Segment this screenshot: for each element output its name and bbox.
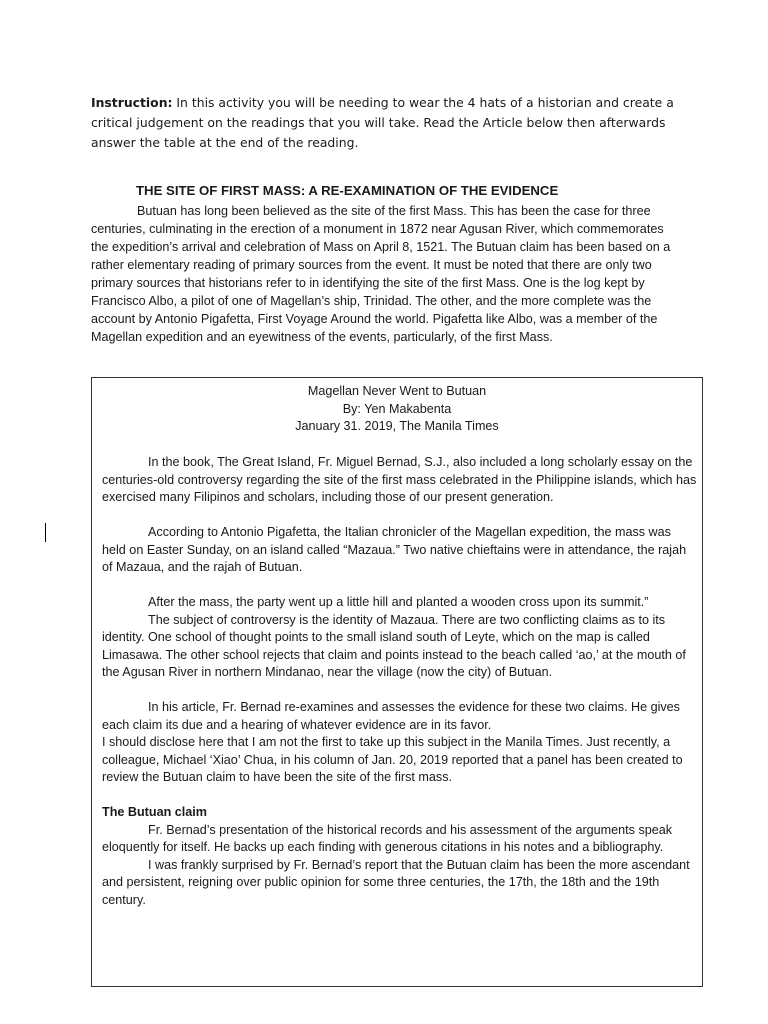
- text-cursor: [45, 523, 46, 542]
- box-paragraph-7: Fr. Bernad’s presentation of the historical records and his assessment of the arguments speak eloquently for itself. He backs up each finding with generous citations in his notes and a bibliography.: [102, 822, 673, 854]
- box-paragraph-3: After the mass, the party went up a little hill and planted a wooden cross upon its summit.”: [148, 595, 649, 609]
- box-paragraph-1: In the book, The Great Island, Fr. Miguel Bernad, S.J., also included a long scholarly essay on the centuries-old controversy regarding the site of the first mass celebrated in the Philippine islands, which has exercised many Filipinos and scholars, including those of our present generation.: [102, 455, 697, 504]
- article-intro-text: Butuan has long been believed as the site of the first Mass. This has been the case for three centuries, culminating in the erection of a monument in 1872 near Agusan River, which commemorates the expedition’s arrival and celebration of Mass on April 8, 1521. The Butuan claim has been based on a rather elementary reading of primary sources from the event. It must be noted that there are only two primary sources that historians refer to in identifying the site of the first Mass. One is the log kept by Francisco Albo, a pilot of one of Magellan’s ship, Trinidad. The other, and the more complete was the account by Antonio Pigafetta, First Voyage Around the world. Pigafetta like Albo, was a member of the Magellan expedition and an eyewitness of the events, particularly, of the first Mass.: [91, 204, 671, 344]
- box-dateline: January 31. 2019, The Manila Times: [295, 419, 499, 433]
- article-intro: [91, 202, 671, 346]
- box-paragraph-5: In his article, Fr. Bernad re-examines and assesses the evidence for these two claims. He gives each claim its due and a hearing of whatever evidence are in its favor.: [102, 700, 680, 732]
- box-subheading: The Butuan claim: [102, 805, 207, 819]
- box-paragraph-6: I should disclose here that I am not the first to take up this subject in the Manila Times. Just recently, a colleague, Michael ‘Xiao’ Chua, in his column of Jan. 20, 2019 reported that a panel has been created to review the Butuan claim to have been the site of the first mass.: [102, 735, 683, 784]
- box-paragraph-2: According to Antonio Pigafetta, the Italian chronicler of the Magellan expedition, the mass was held on Easter Sunday, on an island called “Mazaua.” Two native chieftains were in attendance, the rajah of Mazaua, and the rajah of Butuan.: [102, 525, 687, 574]
- box-byline: By: Yen Makabenta: [342, 401, 452, 416]
- instruction-paragraph: [91, 93, 681, 153]
- box-paragraph-4: The subject of controversy is the identity of Mazaua. There are two conflicting claims as to its identity. One school of thought points to the small island south of Leyte, which on the map is called Limasawa. The other school rejects that claim and points instead to the beach called ‘ao,’ at the mouth of the Agusan River in northern Mindanao, near the village (now the city) of Butuan.: [102, 612, 686, 679]
- box-body: [102, 454, 698, 909]
- box-headline: Magellan Never Went to Butuan: [307, 384, 487, 398]
- instruction-text: In this activity you will be needing to wear the 4 hats of a historian and create a critical judgement on the readings that you will take. Read the Article below then afterwards answer the table at the end of the reading.: [91, 95, 674, 150]
- box-paragraph-8: I was frankly surprised by Fr. Bernad’s report that the Butuan claim has been the more ascendant and persistent, reigning over public opinion for some three centuries, the 17th, the 18th and the 19th century.: [102, 857, 690, 907]
- article-title: THE SITE OF FIRST MASS: A RE-EXAMINATION OF THE EVIDENCE: [136, 183, 559, 198]
- box-header: [92, 383, 702, 436]
- article-box: [91, 377, 703, 987]
- instruction-label: Instruction:: [91, 95, 173, 110]
